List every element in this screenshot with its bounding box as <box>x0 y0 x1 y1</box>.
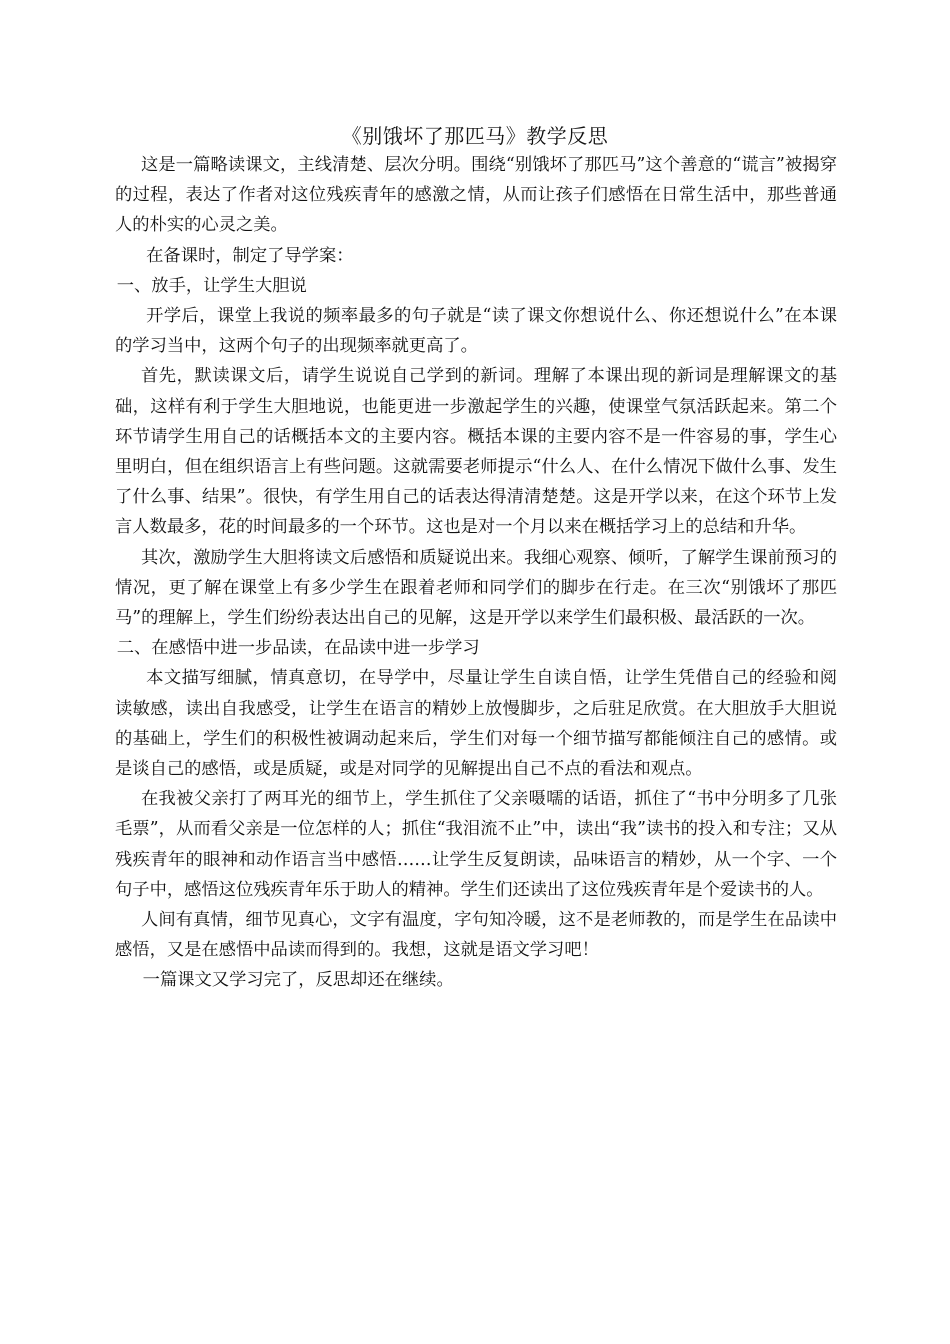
paragraph-section2-b: 在我被父亲打了两耳光的细节上，学生抓住了父亲嗫嚅的话语，抓住了“书中分明多了几张毛票”，从而看父亲是一位怎样的人；抓住“我泪流不止”中，读出“我”读书的投入和专注；又从残疾青年的眼神和动作语言当中感悟……让学生反复朗读，品味语言的精妙，从一个字、一个句子中，感悟这位残疾青年乐于助人的精神。学生们还读出了这位残疾青年是个爱读书的人。 <box>115 789 837 900</box>
paragraph-section2-c: 人间有真情，细节见真心，文字有温度，字句知冷暖，这不是老师教的，而是学生在品读中感悟，又是在感悟中品读而得到的。我想，这就是语文学习吧！ <box>115 910 837 961</box>
section-heading-1: 一、放手，让学生大胆说 <box>116 275 307 296</box>
paragraph-section1-a: 开学后，课堂上我说的频率最多的句子就是“读了课文你想说什么、你还想说什么”在本课的学习当中，这两个句子的出现频率就更高了。 <box>115 306 837 357</box>
document-body <box>115 150 837 996</box>
paragraph-closing: 一篇课文又学习完了，反思却还在继续。 <box>142 970 454 991</box>
paragraph-section2-a: 本文描写细腻，情真意切，在导学中，尽量让学生自读自悟，让学生凭借自己的经验和阅读敏感，读出自我感受，让学生在语言的精妙上放慢脚步，之后驻足欣赏。在大胆放手大胆说的基础上，学生们的积极性被调动起来后，学生们对每一个细节描写都能倾注自己的感情。或是谈自己的感悟，或是质疑，或是对同学的见解提出自己不点的看法和观点。 <box>115 668 837 780</box>
section-heading-2: 二、在感悟中进一步品读，在品读中进一步学习 <box>116 638 480 659</box>
paragraph-section1-b: 首先，默读课文后，请学生说说自己学到的新词。理解了本课出现的新词是理解课文的基础，这样有利于学生大胆地说，也能更进一步激起学生的兴趣，使课堂气氛活跃起来。第二个环节请学生用自己的话概括本文的主要内容。概括本课的主要内容不是一件容易的事，学生心里明白，但在组织语言上有些问题。这就需要老师提示“什么人、在什么情况下做什么事、发生了什么事、结果”。很快，有学生用自己的话表达得清清楚楚。这是开学以来，在这个环节上发言人数最多，花的时间最多的一个环节。这也是对一个月以来在概括学习上的总结和升华。 <box>115 366 837 538</box>
paragraph-section1-c: 其次，激励学生大胆将读文后感悟和质疑说出来。我细心观察、倾听，了解学生课前预习的情况，更了解在课堂上有多少学生在跟着老师和同学们的脚步在行走。在三次“别饿坏了那匹马”的理解上，学生们纷纷表达出自己的见解，这是开学以来学生们最积极、最活跃的一次。 <box>115 547 837 629</box>
paragraph-intro: 这是一篇略读课文，主线清楚、层次分明。围绕“别饿坏了那匹马”这个善意的“谎言”被揭穿的过程，表达了作者对这位残疾青年的感激之情，从而让孩子们感悟在日常生活中，那些普通人的朴实的心灵之美。 <box>115 155 837 236</box>
paragraph-prep: 在备课时，制定了导学案： <box>146 245 354 266</box>
document-title: 《别饿坏了那匹马》教学反思 <box>341 124 609 148</box>
